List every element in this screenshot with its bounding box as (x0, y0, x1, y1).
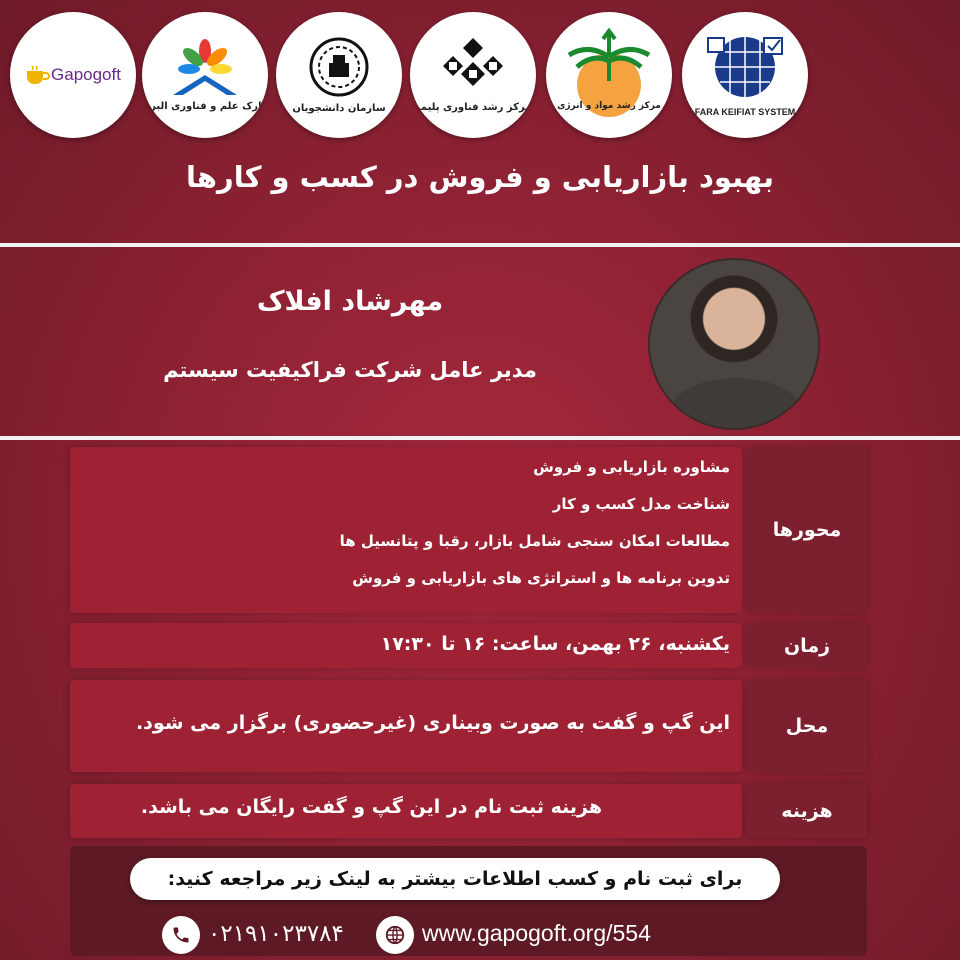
event-title: بهبود بازاریابی و فروش در کسب و کارها (186, 160, 774, 194)
globe-grid-icon (700, 32, 790, 102)
partner-logos (0, 12, 960, 140)
middle-divider (0, 436, 960, 440)
top-divider (0, 243, 960, 247)
speaker-name: مهرشاد افلاک (256, 286, 444, 317)
jahad-daneshgahi-logo (276, 12, 402, 138)
place-label: محل (747, 680, 867, 772)
topic-item: تدوین برنامه ها و استراتژی های بازاریابی و فروش (352, 569, 730, 587)
globe-icon (376, 916, 414, 954)
time-value-box (70, 623, 742, 668)
flower-icon (165, 37, 245, 97)
speaker-photo (648, 258, 820, 430)
topic-item: شناخت مدل کسب و کار (552, 495, 730, 513)
topic-item: مشاوره بازاریابی و فروش (533, 458, 730, 476)
gapogoft-logo (10, 12, 136, 138)
logo-text: پارک علم و فناوری البرز (144, 101, 266, 112)
place-value-box (70, 680, 742, 772)
phone-number[interactable]: ۰۲۱۹۱۰۲۳۷۸۴ (208, 920, 344, 946)
place-row (70, 680, 867, 772)
website-link[interactable]: www.gapogoft.org/554 (422, 920, 651, 946)
cost-label: هزینه (747, 784, 867, 838)
polymer-incubator-logo (410, 12, 536, 138)
logo-text: مرکز رشد فناوری پلیمر (414, 102, 532, 113)
phone-icon (162, 916, 200, 954)
place-value: این گپ و گفت به صورت وبیناری (غیرحضوری) برگزار می شود. (135, 712, 730, 734)
time-value: یکشنبه، ۲۶ بهمن، ساعت: ۱۶ تا ۱۷:۳۰ (380, 633, 730, 655)
topic-item: مطالعات امکان سنجی شامل بازار، رقبا و پتانسیل ها (339, 532, 730, 550)
logo-text: Gapogoft (51, 65, 121, 84)
registration-note: برای ثبت نام و کسب اطلاعات بیشتر به لینک زیر مراجعه کنید: (130, 858, 780, 900)
alborz-science-park-logo (142, 12, 268, 138)
logo-text: سازمان دانشجویان (292, 103, 386, 114)
logo-text: مرکز رشد مواد و انرژی (557, 101, 661, 111)
time-label: زمان (747, 623, 867, 668)
topics-label: محورها (747, 447, 867, 613)
fara-keifiat-logo (682, 12, 808, 138)
cup-icon (25, 65, 51, 85)
topics-list (70, 447, 742, 613)
emblem-icon (307, 35, 371, 99)
topics-row (70, 447, 867, 613)
cost-value: هزینه ثبت نام در این گپ و گفت رایگان می باشد. (140, 796, 602, 818)
cost-value-box (70, 784, 742, 838)
time-row (70, 623, 867, 668)
contact-footer (70, 846, 867, 956)
cost-row (70, 784, 867, 838)
polymer-icon (438, 36, 508, 98)
logo-text: FARA KEIFIAT SYSTEM (694, 107, 796, 117)
materials-energy-incubator-logo (546, 12, 672, 138)
speaker-role: مدیر عامل شرکت فراکیفیت سیستم (163, 358, 537, 382)
